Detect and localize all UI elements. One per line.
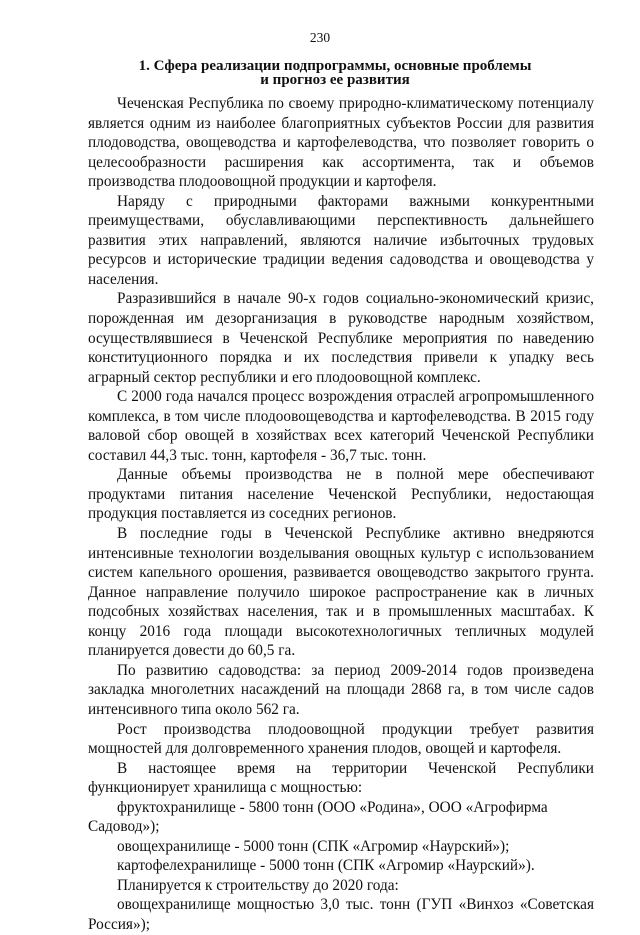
paragraph-climate: Чеченская Республика по своему природно-климатическому потенциалу является одним из наиболее благоприятных субъектов России для развития плодоводства, овощеводства и картофелеводства, что позволяет говорить о целесообразности расширения как ассортимента, так и объемов производства плодоовощной продукции и картофеля. xyxy=(88,95,594,191)
body-text xyxy=(88,94,594,935)
paragraph-storage-needs: Рост производства плодоовощной продукции требует развития мощностей для долговременного хранения плодов, овощей и картофеля. xyxy=(88,720,594,758)
paragraph-technologies: В последние годы в Чеченской Республике активно внедряются интенсивные технологии возделывания овощных культур с использованием систем капельного орошения, развивается овощеводство закрытого грунта. Данное направление получило широкое распространение как в личных подсобных хозяйствах населения, так и в промышленных масштабах. К концу 2016 года площади высокотехнологичных тепличных модулей планируется довести до 60,5 га. xyxy=(88,525,594,660)
paragraph-storage-current: В настоящее время на территории Чеченской Республики функционирует хранилища с мощностью: xyxy=(88,759,594,797)
list-item-vegetable-storage: овощехранилище - 5000 тонн (СПК «Агромир «Наурский»); xyxy=(117,837,510,855)
paragraph-gardening: По развитию садоводства: за период 2009-2014 годов произведена закладка многолетних насаждений на площади 2868 га, в том числе садов интенсивного типа около 562 га. xyxy=(88,661,594,718)
paragraph-advantages: Наряду с природными факторами важными конкурентными преимуществами, обуславливающими перспективность дальнейшего развития этих направлений, являются наличие избыточных трудовых ресурсов и исторические традиции ведения садоводства и овощеводства у населения. xyxy=(88,192,594,288)
paragraph-planned: Планируется к строительству до 2020 года: xyxy=(117,876,399,894)
section-heading-line-2: и прогноз ее развития xyxy=(260,72,410,88)
paragraph-crisis: Разразившийся в начале 90-х годов социально-экономический кризис, порожденная им дезорганизация в руководстве народным хозяйством, осуществлявшиеся в Чеченской Республике мероприятия по наведению конституционного порядка и их последствия привели к упадку весь аграрный сектор республики и его плодоовощной комплекс. xyxy=(88,290,594,386)
paragraph-supply: Данные объемы производства не в полной мере обеспечивают продуктами питания население Чеченской Республики, недостающая продукция поставляется из соседних регионов. xyxy=(88,466,594,523)
section-heading-line-1: 1. Сфера реализации подпрограммы, основные проблемы xyxy=(138,58,532,74)
section-heading xyxy=(130,59,540,87)
page-number: 230 xyxy=(309,30,331,45)
paragraph-revival-2000: С 2000 года начался процесс возрождения отраслей агропромышленного комплекса, в том числе плодоовощеводства и картофелеводства. В 2015 году валовой сбор овощей в хозяйствах всех категорий Чеченской Республики составил 44,3 тыс. тонн, картофеля - 36,7 тыс. тонн. xyxy=(88,388,594,464)
list-item-potato-storage: картофелехранилище - 5000 тонн (СПК «Агромир «Наурский»). xyxy=(117,857,535,875)
list-item-planned-vegetable-storage: овощехранилище мощностью 3,0 тыс. тонн (ГУП «Винхоз «Советская Россия»); xyxy=(88,896,594,933)
list-item-fruit-storage: фруктохранилище - 5800 тонн (ООО «Родина», ООО «Агрофирма Садовод»); xyxy=(88,798,548,836)
